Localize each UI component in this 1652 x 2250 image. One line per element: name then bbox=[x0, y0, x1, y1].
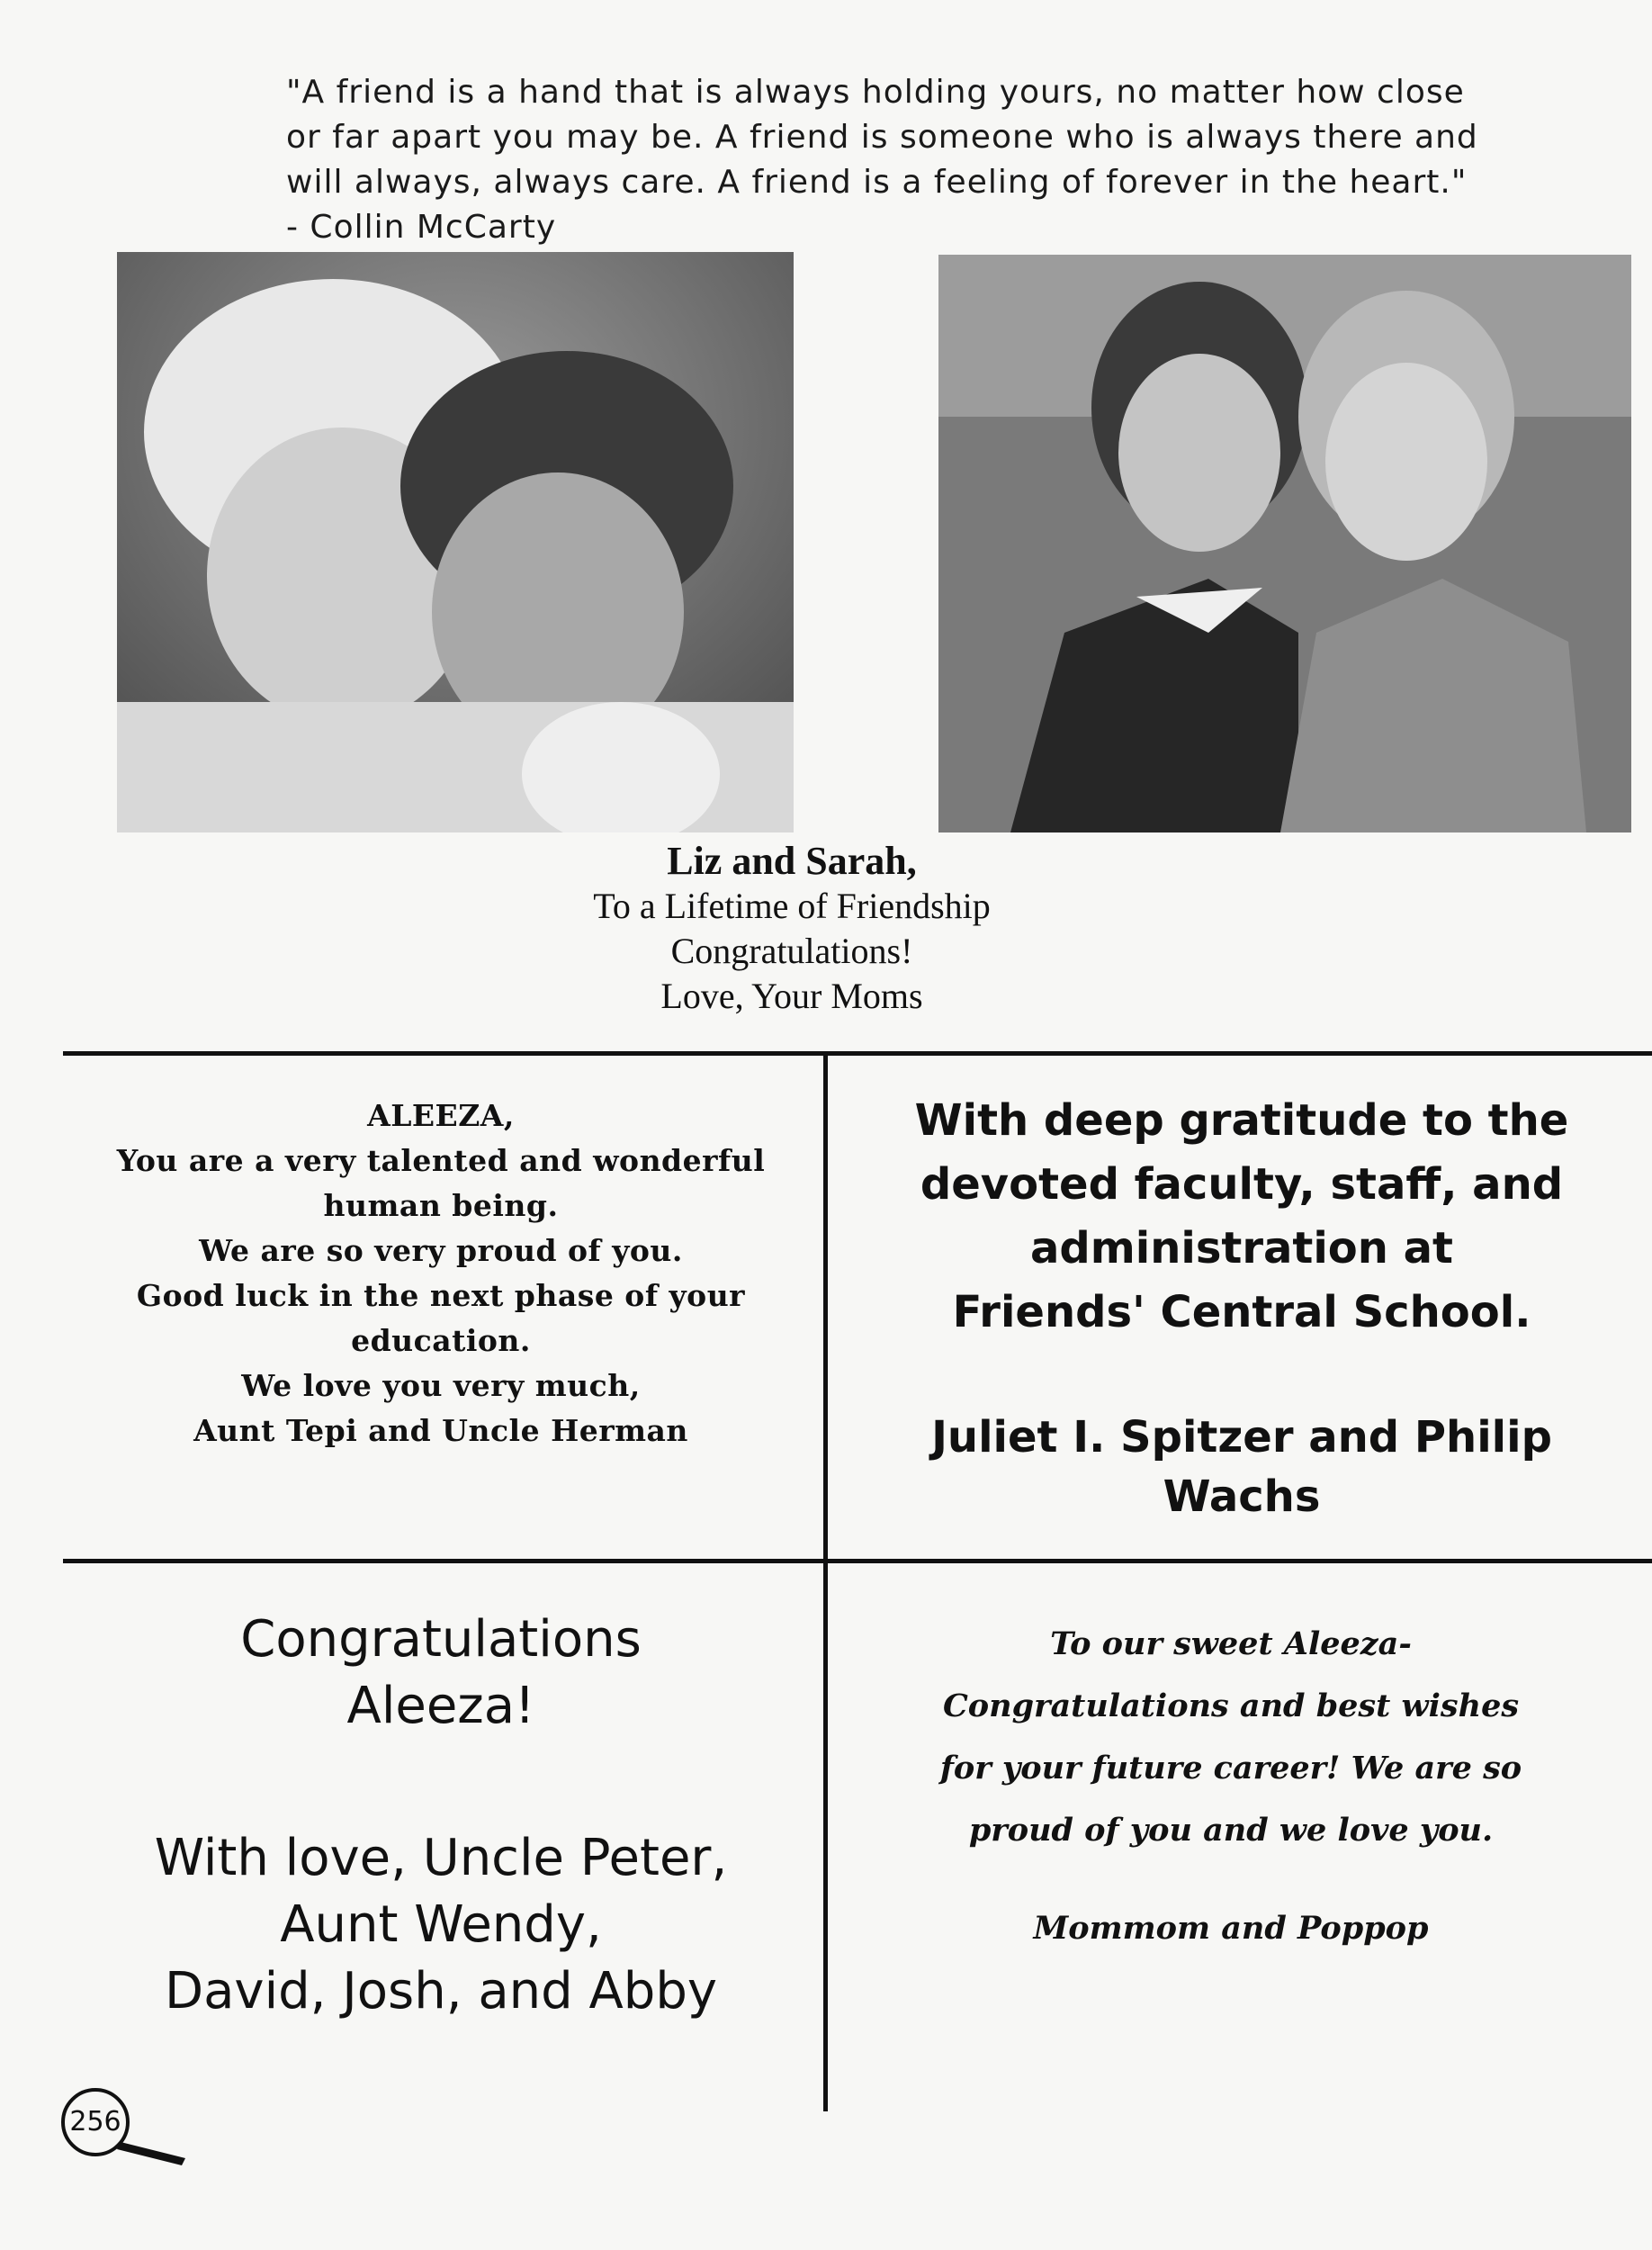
ad-line: ALEEZA, bbox=[367, 1098, 515, 1133]
ad-signature: Wachs bbox=[1163, 1472, 1321, 1522]
ad-line: education. bbox=[351, 1323, 531, 1358]
page-number: 256 bbox=[69, 2106, 121, 2138]
photo-soccer-girls-image bbox=[938, 255, 1631, 832]
ad-signature: Mommom and Poppop bbox=[1033, 1910, 1429, 1947]
ad-line: for your future career! We are so bbox=[939, 1750, 1522, 1786]
caption-line: To a Lifetime of Friendship bbox=[593, 886, 991, 926]
ad-line: human being. bbox=[323, 1188, 559, 1223]
ad-uncle-peter bbox=[63, 1606, 819, 2025]
ad-line: Friends' Central School. bbox=[952, 1287, 1531, 1337]
ad-aunt-tepi bbox=[63, 1094, 819, 1454]
photo-soccer-girls bbox=[938, 255, 1631, 832]
ad-heading: Congratulations bbox=[240, 1610, 642, 1669]
caption-name: Liz and Sarah, bbox=[667, 839, 917, 883]
divider-middle bbox=[63, 1559, 1652, 1563]
divider-top bbox=[63, 1051, 1652, 1056]
quote-line: or far apart you may be. A friend is someone who is always there and bbox=[286, 119, 1478, 156]
ad-line: You are a very talented and wonderful bbox=[116, 1143, 766, 1178]
ad-line: We love you very much, bbox=[241, 1368, 641, 1403]
ad-signature: Aunt Tepi and Uncle Herman bbox=[193, 1413, 688, 1448]
ad-line: We are so very proud of you. bbox=[199, 1233, 683, 1268]
photo-toddlers bbox=[117, 252, 794, 832]
caption-line: Love, Your Moms bbox=[660, 976, 923, 1016]
ad-heading: Aleeza! bbox=[346, 1677, 535, 1735]
friendship-quote bbox=[286, 70, 1528, 250]
ad-signature: Aunt Wendy, bbox=[280, 1895, 602, 1954]
photo-caption bbox=[0, 839, 1584, 1019]
ad-line: To our sweet Aleeza- bbox=[1050, 1625, 1412, 1662]
ad-mommom-poppop bbox=[826, 1613, 1636, 1959]
ad-signature: David, Josh, and Abby bbox=[164, 1962, 718, 2020]
ad-line: Congratulations and best wishes bbox=[942, 1688, 1520, 1724]
ad-line: devoted faculty, staff, and bbox=[920, 1159, 1564, 1210]
caption-line: Congratulations! bbox=[670, 931, 913, 971]
ad-line: administration at bbox=[1029, 1223, 1453, 1274]
quote-author: - Collin McCarty bbox=[286, 209, 557, 246]
photo-toddlers-image bbox=[117, 252, 794, 832]
page-number-badge bbox=[59, 2086, 131, 2158]
quote-line: will always, always care. A friend is a feeling of forever in the heart." bbox=[286, 164, 1468, 201]
ad-line: Good luck in the next phase of your bbox=[136, 1278, 746, 1313]
ad-signature: Juliet I. Spitzer and Philip bbox=[931, 1412, 1552, 1462]
ad-signature: With love, Uncle Peter, bbox=[154, 1829, 728, 1887]
ad-gratitude bbox=[837, 1089, 1647, 1526]
ad-line: proud of you and we love you. bbox=[968, 1812, 1494, 1849]
quote-line: "A friend is a hand that is always holding yours, no matter how close bbox=[286, 74, 1465, 111]
ad-line: With deep gratitude to the bbox=[914, 1095, 1569, 1146]
